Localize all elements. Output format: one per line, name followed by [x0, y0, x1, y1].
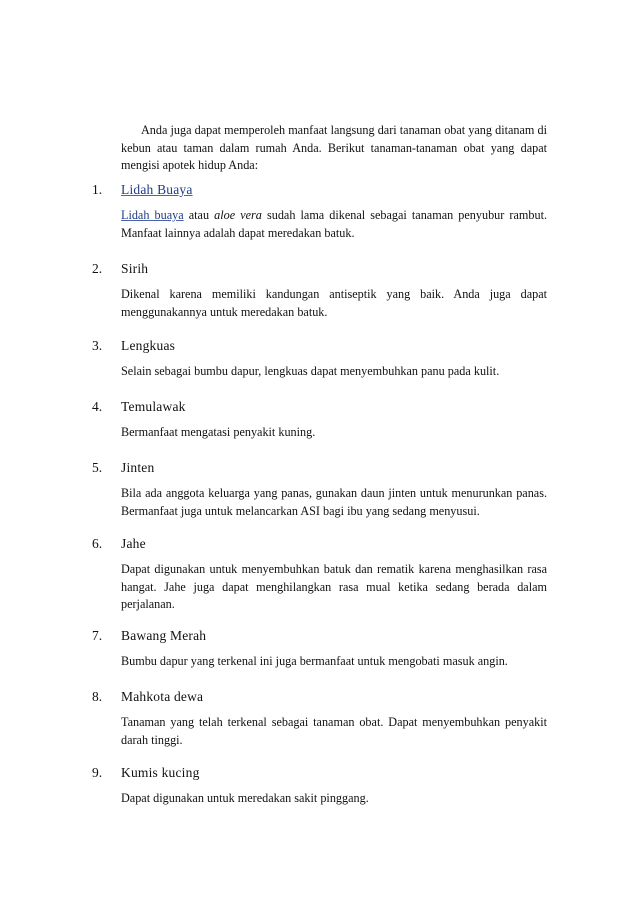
item-title: Lengkuas — [121, 338, 176, 353]
item-title: Jinten — [121, 460, 155, 475]
item-number: 9. — [92, 765, 103, 780]
item-description: Selain sebagai bumbu dapur, lengkuas dapat menyembuhkan panu pada kulit. — [121, 364, 500, 378]
item-description — [121, 207, 547, 242]
desc-text: sudah lama dikenal sebagai tanaman penyubur rambut. Manfaat lainnya adalah dapat meredakan batuk. — [121, 208, 548, 240]
item-description: Bermanfaat mengatasi penyakit kuning. — [121, 425, 316, 439]
item-number: 2. — [92, 261, 103, 276]
item-number: 1. — [92, 182, 103, 197]
item-number: 7. — [92, 628, 103, 643]
item-number: 5. — [92, 460, 103, 475]
item-title: Jahe — [121, 536, 146, 551]
item-number: 6. — [92, 536, 103, 551]
desc-italic-aloe-vera: aloe vera — [214, 208, 262, 222]
item-description: Dapat digunakan untuk menyembuhkan batuk dan rematik karena menghasilkan rasa hangat. Jahe juga dapat menghilangkan rasa mual ketika sedang berada dalam perjalanan. — [121, 562, 547, 611]
item-description: Tanaman yang telah terkenal sebagai tanaman obat. Dapat menyembuhkan penyakit darah tinggi. — [121, 715, 547, 747]
item-number: 3. — [92, 338, 103, 353]
item-description: Bila ada anggota keluarga yang panas, gunakan daun jinten untuk menurunkan panas. Bermanfaat juga untuk melancarkan ASI bagi ibu yang sedang menyusui. — [121, 486, 547, 518]
item-title: Kumis kucing — [121, 765, 200, 780]
item-title-link-lidah-buaya[interactable]: Lidah Buaya — [121, 182, 193, 197]
item-description: Dikenal karena memiliki kandungan antiseptik yang baik. Anda juga dapat menggunakannya untuk meredakan batuk. — [121, 287, 547, 319]
desc-text: atau — [183, 208, 215, 222]
item-title: Sirih — [121, 261, 149, 276]
item-title: Bawang Merah — [121, 628, 207, 643]
item-description: Bumbu dapur yang terkenal ini juga bermanfaat untuk mengobati masuk angin. — [121, 654, 508, 668]
item-number: 4. — [92, 399, 103, 414]
item-title: Temulawak — [121, 399, 186, 414]
desc-link-lidah-buaya[interactable]: Lidah buaya — [121, 208, 184, 222]
item-description: Dapat digunakan untuk meredakan sakit pinggang. — [121, 791, 369, 805]
intro-paragraph: Anda juga dapat memperoleh manfaat langsung dari tanaman obat yang ditanam di kebun atau taman dalam rumah Anda. Berikut tanaman-tanaman obat yang dapat mengisi apotek hidup Anda: — [121, 123, 547, 172]
item-number: 8. — [92, 689, 103, 704]
item-title: Mahkota dewa — [121, 689, 204, 704]
